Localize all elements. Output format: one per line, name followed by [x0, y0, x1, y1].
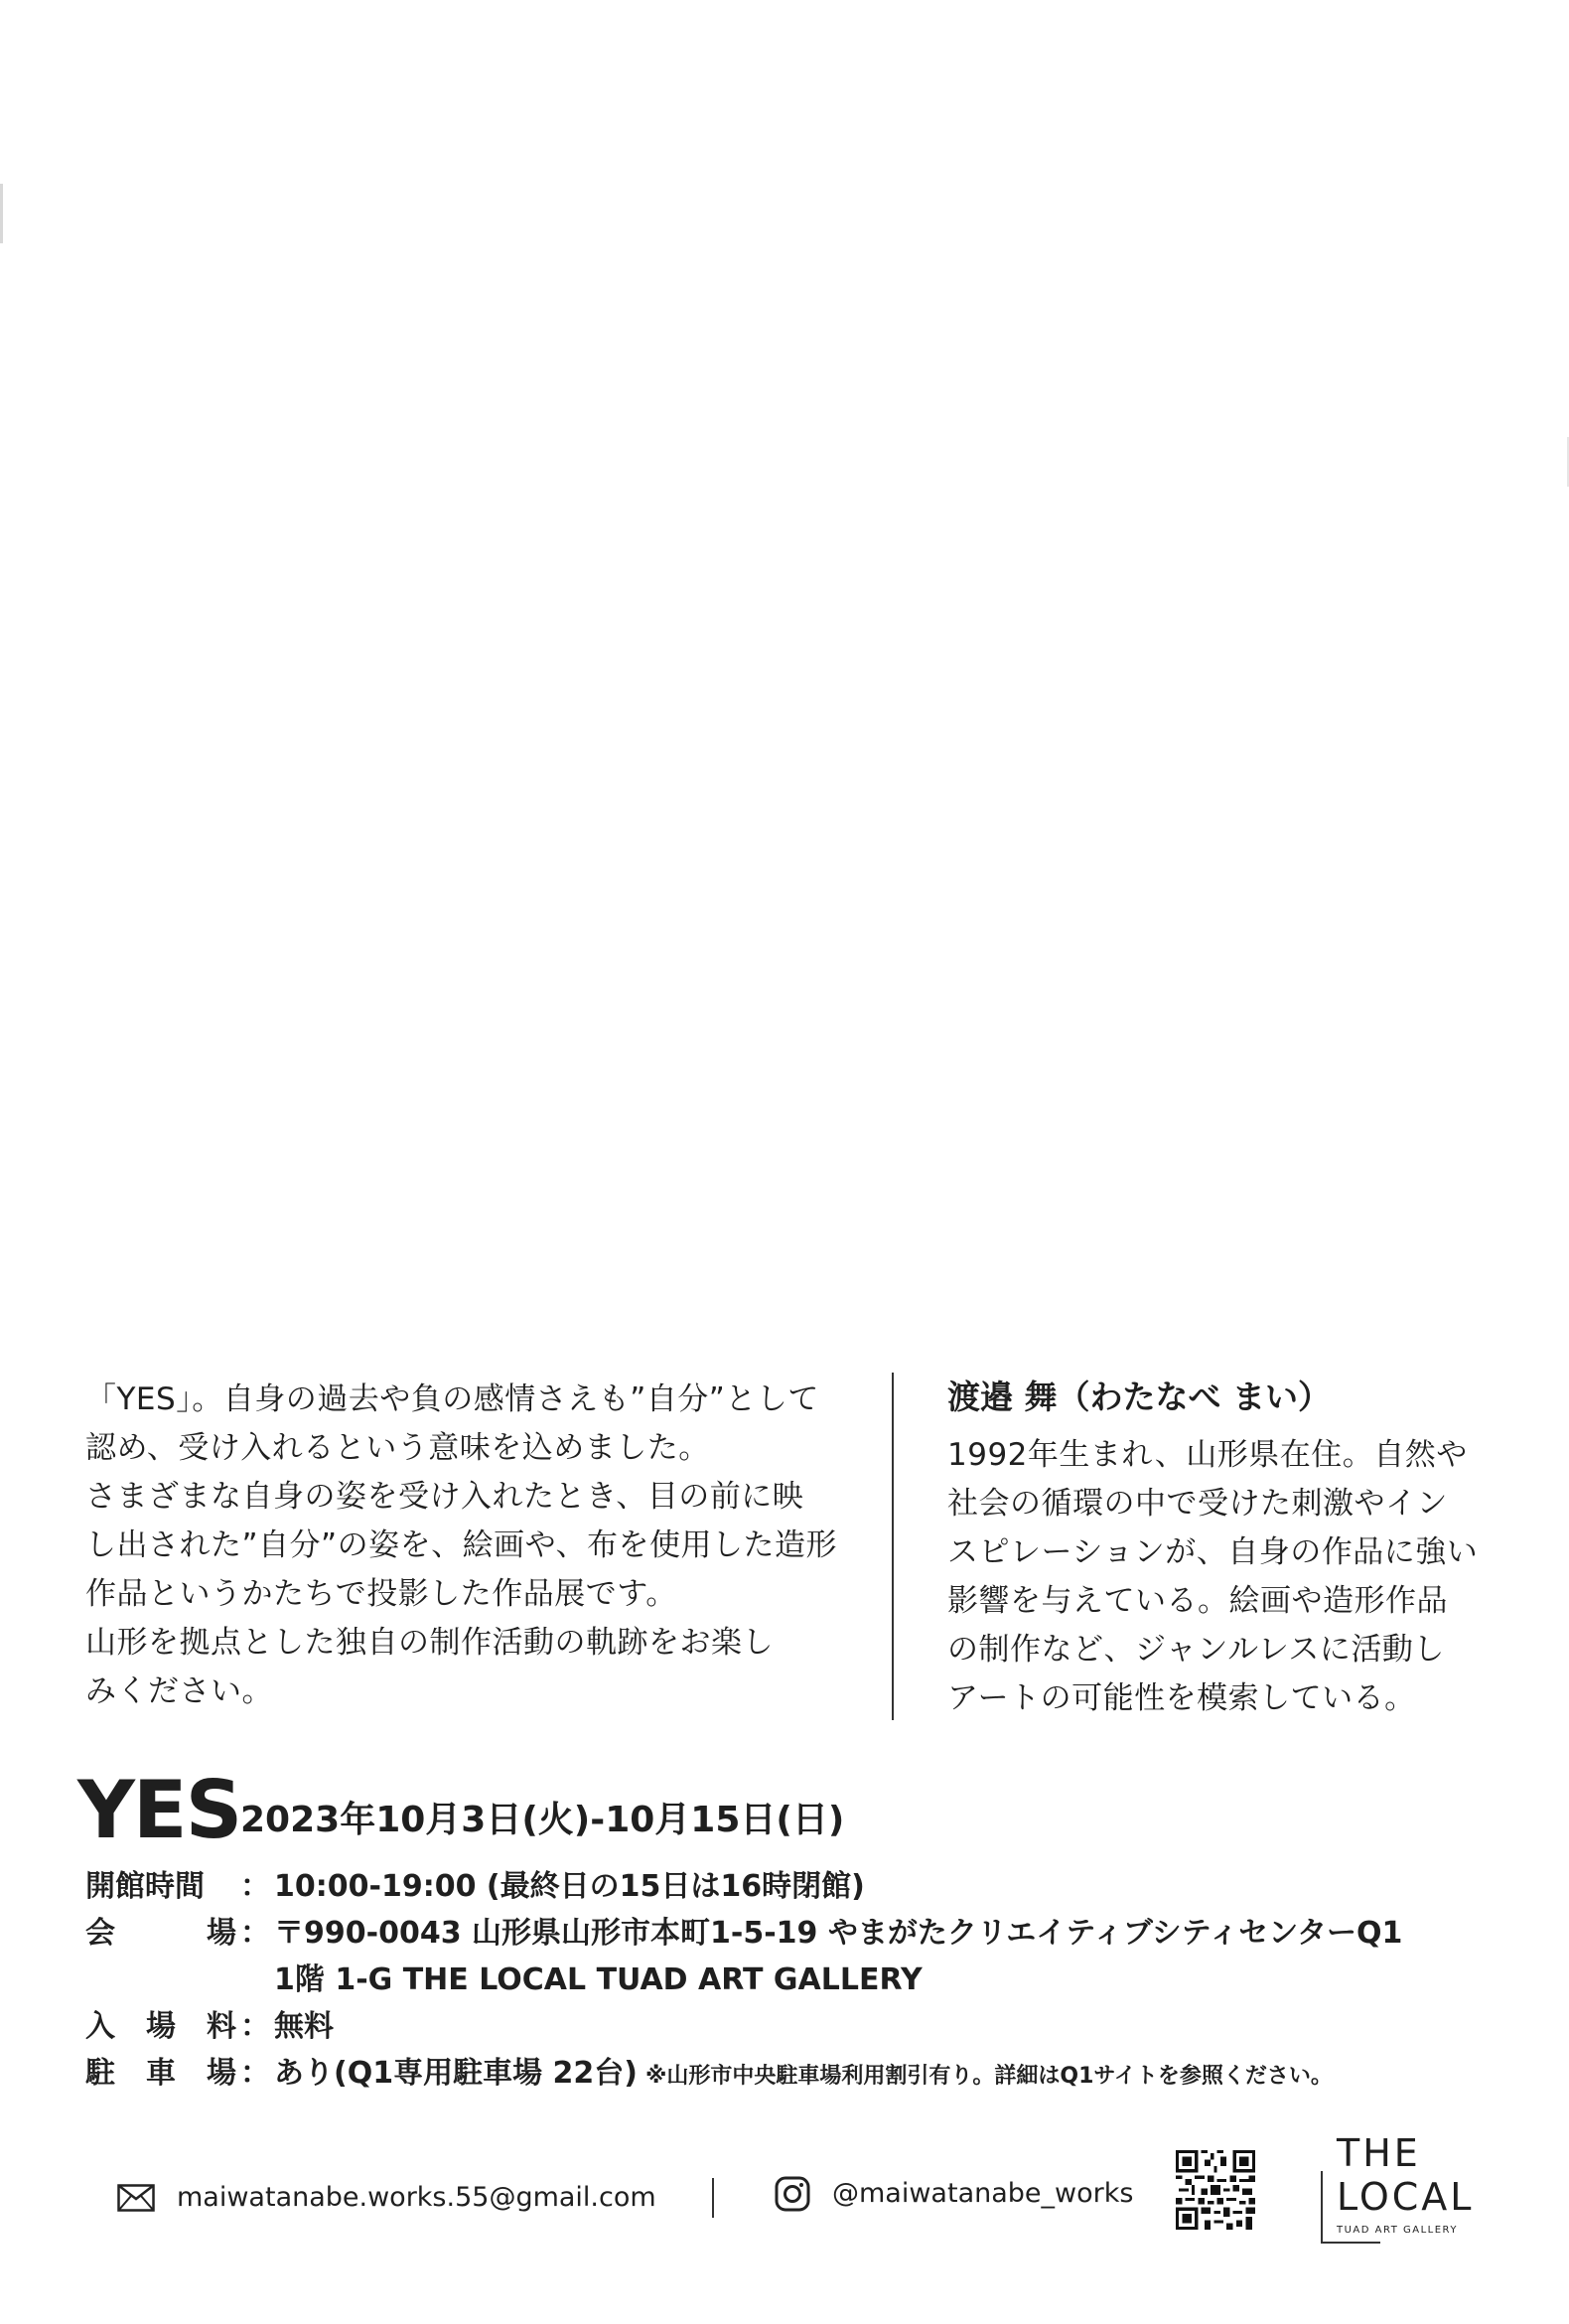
- profile-line: アートの可能性を模索している。: [947, 1680, 1416, 1716]
- description-line: さまざまな自身の姿を受け入れたとき、目の前に映: [85, 1479, 804, 1515]
- mail-icon: [117, 2184, 155, 2212]
- logo-the: THE: [1337, 2131, 1421, 2175]
- footer-divider: [712, 2178, 714, 2218]
- exhibition-info: [85, 1863, 1535, 2097]
- logo-gallery: TUAD ART GALLERY: [1337, 2225, 1458, 2236]
- parking-note: ※山形市中央駐車場利用割引有り。詳細はQ1サイトを参照ください。: [645, 2064, 1333, 2089]
- profile-line: 社会の循環の中で受けた刺激やイン: [947, 1486, 1448, 1522]
- info-row-venue-cont: [85, 1957, 1535, 2003]
- info-colon: ：: [240, 2056, 270, 2091]
- profile-line: の制作など、ジャンルレスに活動し: [947, 1632, 1445, 1668]
- description-line: 認め、受け入れるという意味を込めました。: [85, 1430, 710, 1466]
- artist-name: 渡邉 舞（わたなべ まい）: [947, 1378, 1331, 1416]
- artist-profile: [947, 1376, 1503, 1723]
- the-local-logo: [1321, 2133, 1480, 2252]
- exhibition-title: YES: [77, 1764, 241, 1856]
- exhibition-dates: 2023年10月3日(火)-10月15日(日): [240, 1800, 845, 1840]
- logo-bar: [1321, 2171, 1323, 2243]
- venue-value-line2: 1階 1-G THE LOCAL TUAD ART GALLERY: [274, 1962, 923, 1997]
- fee-label: 入 場 料: [85, 2009, 236, 2044]
- instagram-icon: [775, 2176, 810, 2212]
- contact-email[interactable]: [117, 2180, 656, 2216]
- info-row-fee: [85, 2003, 1535, 2050]
- fee-value: 無料: [274, 2009, 334, 2044]
- description-line: 山形を拠点とした独自の制作活動の軌跡をお楽し: [85, 1625, 774, 1661]
- venue-label: 会 場: [85, 1916, 236, 1951]
- column-divider: [892, 1373, 894, 1720]
- qr-code[interactable]: [1176, 2150, 1255, 2230]
- contact-instagram[interactable]: [775, 2176, 1133, 2212]
- exhibition-description: [85, 1376, 880, 1716]
- profile-line: 影響を与えている。絵画や造形作品: [947, 1583, 1448, 1619]
- email-address[interactable]: maiwatanabe.works.55@gmail.com: [177, 2182, 656, 2213]
- profile-line: 1992年生まれ、山形県在住。自然や: [947, 1437, 1468, 1473]
- scan-edge-mark: [0, 184, 3, 243]
- info-colon: ：: [240, 1869, 270, 1904]
- logo-local: LOCAL: [1337, 2175, 1475, 2219]
- profile-line: スピレーションが、自身の作品に強い: [947, 1534, 1479, 1570]
- description-line: 「YES」。自身の過去や負の感情さえも”自分”として: [85, 1381, 819, 1417]
- description-line: 作品というかたちで投影した作品展です。: [85, 1576, 677, 1612]
- venue-value-line1: 〒990-0043 山形県山形市本町1-5-19 やまがたクリエイティブシティセンターQ1: [274, 1916, 1403, 1951]
- info-row-venue: [85, 1910, 1535, 1957]
- hours-label: 開館時間: [85, 1869, 205, 1904]
- logo-underline: [1321, 2242, 1380, 2244]
- info-row-parking: [85, 2050, 1535, 2097]
- info-colon: ：: [240, 1916, 270, 1951]
- instagram-handle[interactable]: @maiwatanabe_works: [832, 2178, 1134, 2209]
- info-row-hours: [85, 1863, 1535, 1910]
- parking-label: 駐 車 場: [85, 2056, 236, 2091]
- description-line: し出された”自分”の姿を、絵画や、布を使用した造形: [85, 1527, 837, 1563]
- parking-value: あり(Q1専用駐車場 22台): [274, 2056, 638, 2091]
- hours-value: 10:00-19:00 (最終日の15日は16時閉館): [274, 1869, 865, 1904]
- description-line: みください。: [85, 1673, 273, 1709]
- info-colon: ：: [240, 2009, 270, 2044]
